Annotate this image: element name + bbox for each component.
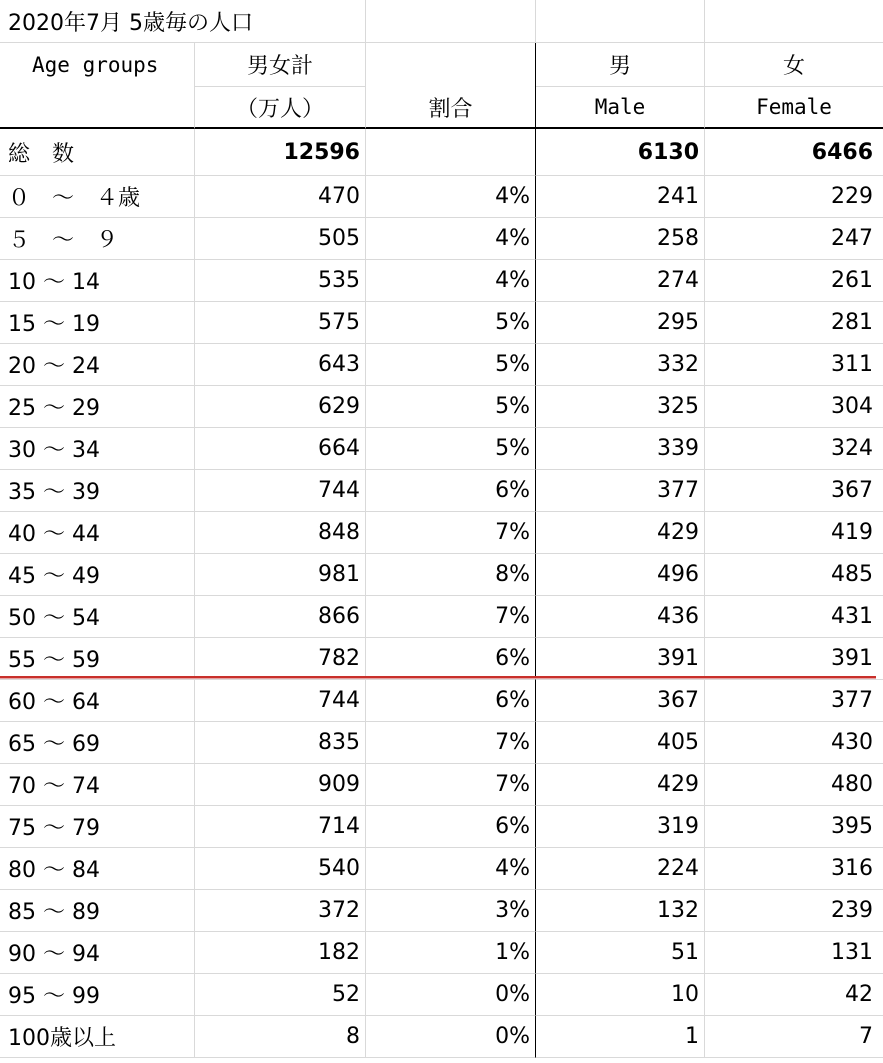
table-row	[0, 176, 883, 218]
total-cell[interactable]: 848	[195, 512, 366, 554]
total-cell[interactable]: 909	[195, 764, 366, 806]
highlight-divider-line	[0, 676, 876, 679]
male-cell[interactable]: 224	[536, 848, 705, 890]
table-row	[0, 680, 883, 722]
table-row	[0, 302, 883, 344]
total-cell[interactable]: 470	[195, 176, 366, 218]
age-label[interactable]: 80 ～ 84	[0, 848, 195, 890]
age-label[interactable]: 25 ～ 29	[0, 386, 195, 428]
ratio-cell[interactable]: 7%	[366, 596, 536, 638]
header-total-unit[interactable]: （万人）	[195, 87, 366, 129]
female-cell[interactable]: 430	[705, 722, 883, 764]
total-cell[interactable]: 8	[195, 1016, 366, 1058]
header-row-1	[0, 43, 883, 87]
ratio-cell[interactable]: 4%	[366, 260, 536, 302]
age-label[interactable]: ０ ～ ４歳	[0, 176, 195, 218]
age-label[interactable]: 10 ～ 14	[0, 260, 195, 302]
total-female[interactable]: 6466	[705, 129, 883, 176]
ratio-cell[interactable]: 7%	[366, 722, 536, 764]
female-cell[interactable]: 7	[705, 1016, 883, 1058]
table-row	[0, 764, 883, 806]
male-cell[interactable]: 429	[536, 512, 705, 554]
female-cell[interactable]: 304	[705, 386, 883, 428]
male-cell[interactable]: 132	[536, 890, 705, 932]
male-cell[interactable]: 332	[536, 344, 705, 386]
age-label[interactable]: 95 ～ 99	[0, 974, 195, 1016]
male-cell[interactable]: 405	[536, 722, 705, 764]
total-cell[interactable]: 744	[195, 680, 366, 722]
male-cell[interactable]: 295	[536, 302, 705, 344]
male-cell[interactable]: 367	[536, 680, 705, 722]
male-cell[interactable]: 325	[536, 386, 705, 428]
ratio-cell[interactable]: 1%	[366, 932, 536, 974]
male-cell[interactable]: 241	[536, 176, 705, 218]
male-cell[interactable]: 377	[536, 470, 705, 512]
total-cell[interactable]: 866	[195, 596, 366, 638]
age-label[interactable]: 100歳以上	[0, 1016, 195, 1058]
age-label[interactable]: 60 ～ 64	[0, 680, 195, 722]
total-label[interactable]: 総 数	[0, 129, 195, 176]
total-cell[interactable]: 835	[195, 722, 366, 764]
female-cell[interactable]: 229	[705, 176, 883, 218]
female-cell[interactable]: 42	[705, 974, 883, 1016]
sheet-title[interactable]: 2020年7月 5歳毎の人口	[0, 0, 366, 43]
table-row	[0, 806, 883, 848]
cell[interactable]	[536, 0, 705, 43]
header-female-en[interactable]: Female	[705, 87, 883, 129]
table-row	[0, 554, 883, 596]
female-cell[interactable]: 281	[705, 302, 883, 344]
female-cell[interactable]: 261	[705, 260, 883, 302]
age-label[interactable]: 50 ～ 54	[0, 596, 195, 638]
ratio-cell[interactable]: 3%	[366, 890, 536, 932]
ratio-cell[interactable]: 6%	[366, 680, 536, 722]
table-row	[0, 890, 883, 932]
total-cell[interactable]: 643	[195, 344, 366, 386]
ratio-cell[interactable]: 0%	[366, 974, 536, 1016]
total-cell[interactable]: 714	[195, 806, 366, 848]
female-cell[interactable]: 311	[705, 344, 883, 386]
table-row	[0, 638, 883, 680]
age-label[interactable]: 35 ～ 39	[0, 470, 195, 512]
total-cell[interactable]: 52	[195, 974, 366, 1016]
cell[interactable]	[366, 0, 536, 43]
header-total[interactable]: 男女計	[195, 43, 366, 87]
female-cell[interactable]: 395	[705, 806, 883, 848]
table-row	[0, 848, 883, 890]
table-row	[0, 260, 883, 302]
ratio-cell[interactable]: 7%	[366, 512, 536, 554]
female-cell[interactable]: 485	[705, 554, 883, 596]
total-cell[interactable]: 182	[195, 932, 366, 974]
ratio-cell[interactable]: 4%	[366, 848, 536, 890]
male-cell[interactable]: 51	[536, 932, 705, 974]
total-ratio[interactable]	[366, 129, 536, 176]
male-cell[interactable]: 496	[536, 554, 705, 596]
female-cell[interactable]: 247	[705, 218, 883, 260]
table-row	[0, 932, 883, 974]
total-cell[interactable]: 575	[195, 302, 366, 344]
male-cell[interactable]: 1	[536, 1016, 705, 1058]
ratio-cell[interactable]: 6%	[366, 638, 536, 680]
age-label[interactable]: 45 ～ 49	[0, 554, 195, 596]
total-value[interactable]: 12596	[195, 129, 366, 176]
header-age-blank[interactable]	[0, 87, 195, 129]
total-cell[interactable]: 535	[195, 260, 366, 302]
age-label[interactable]: 90 ～ 94	[0, 932, 195, 974]
total-cell[interactable]: 981	[195, 554, 366, 596]
female-cell[interactable]: 367	[705, 470, 883, 512]
ratio-cell[interactable]: 5%	[366, 386, 536, 428]
total-row	[0, 129, 883, 176]
male-cell[interactable]: 274	[536, 260, 705, 302]
total-cell[interactable]: 372	[195, 890, 366, 932]
header-male-en[interactable]: Male	[536, 87, 705, 129]
table-row	[0, 344, 883, 386]
age-label[interactable]: 55 ～ 59	[0, 638, 195, 680]
age-label[interactable]: 70 ～ 74	[0, 764, 195, 806]
female-cell[interactable]: 131	[705, 932, 883, 974]
female-cell[interactable]: 377	[705, 680, 883, 722]
ratio-cell[interactable]: 7%	[366, 764, 536, 806]
age-label[interactable]: 20 ～ 24	[0, 344, 195, 386]
table-row	[0, 512, 883, 554]
female-cell[interactable]: 316	[705, 848, 883, 890]
table-row	[0, 596, 883, 638]
age-label[interactable]: 75 ～ 79	[0, 806, 195, 848]
total-cell[interactable]: 744	[195, 470, 366, 512]
female-cell[interactable]: 239	[705, 890, 883, 932]
table-row	[0, 722, 883, 764]
table-row	[0, 1016, 883, 1058]
total-male[interactable]: 6130	[536, 129, 705, 176]
ratio-cell[interactable]: 0%	[366, 1016, 536, 1058]
total-cell[interactable]: 664	[195, 428, 366, 470]
ratio-cell[interactable]: 5%	[366, 344, 536, 386]
age-label[interactable]: ５ ～ ９	[0, 218, 195, 260]
female-cell[interactable]: 391	[705, 638, 883, 680]
ratio-cell[interactable]: 4%	[366, 218, 536, 260]
male-cell[interactable]: 339	[536, 428, 705, 470]
total-cell[interactable]: 782	[195, 638, 366, 680]
table-row	[0, 974, 883, 1016]
table-row	[0, 386, 883, 428]
female-cell[interactable]: 431	[705, 596, 883, 638]
total-cell[interactable]: 629	[195, 386, 366, 428]
header-row-2	[0, 87, 883, 129]
male-cell[interactable]: 319	[536, 806, 705, 848]
female-cell[interactable]: 419	[705, 512, 883, 554]
ratio-cell[interactable]: 8%	[366, 554, 536, 596]
age-label[interactable]: 85 ～ 89	[0, 890, 195, 932]
ratio-cell[interactable]: 6%	[366, 806, 536, 848]
total-cell[interactable]: 505	[195, 218, 366, 260]
ratio-cell[interactable]: 6%	[366, 470, 536, 512]
male-cell[interactable]: 391	[536, 638, 705, 680]
header-male-jp[interactable]: 男	[536, 43, 705, 87]
header-ratio-blank[interactable]	[366, 43, 536, 87]
ratio-cell[interactable]: 4%	[366, 176, 536, 218]
age-label[interactable]: 65 ～ 69	[0, 722, 195, 764]
table-row	[0, 470, 883, 512]
table-row	[0, 428, 883, 470]
female-cell[interactable]: 480	[705, 764, 883, 806]
header-age-groups[interactable]: Age groups	[0, 43, 195, 87]
table-row	[0, 218, 883, 260]
total-cell[interactable]: 540	[195, 848, 366, 890]
male-cell[interactable]: 436	[536, 596, 705, 638]
age-label[interactable]: 30 ～ 34	[0, 428, 195, 470]
ratio-cell[interactable]: 5%	[366, 302, 536, 344]
male-cell[interactable]: 10	[536, 974, 705, 1016]
title-row	[0, 0, 883, 43]
cell[interactable]	[705, 0, 883, 43]
female-cell[interactable]: 324	[705, 428, 883, 470]
male-cell[interactable]: 429	[536, 764, 705, 806]
male-cell[interactable]: 258	[536, 218, 705, 260]
age-label[interactable]: 15 ～ 19	[0, 302, 195, 344]
age-label[interactable]: 40 ～ 44	[0, 512, 195, 554]
ratio-cell[interactable]: 5%	[366, 428, 536, 470]
header-ratio[interactable]: 割合	[366, 87, 536, 129]
header-female-jp[interactable]: 女	[705, 43, 883, 87]
